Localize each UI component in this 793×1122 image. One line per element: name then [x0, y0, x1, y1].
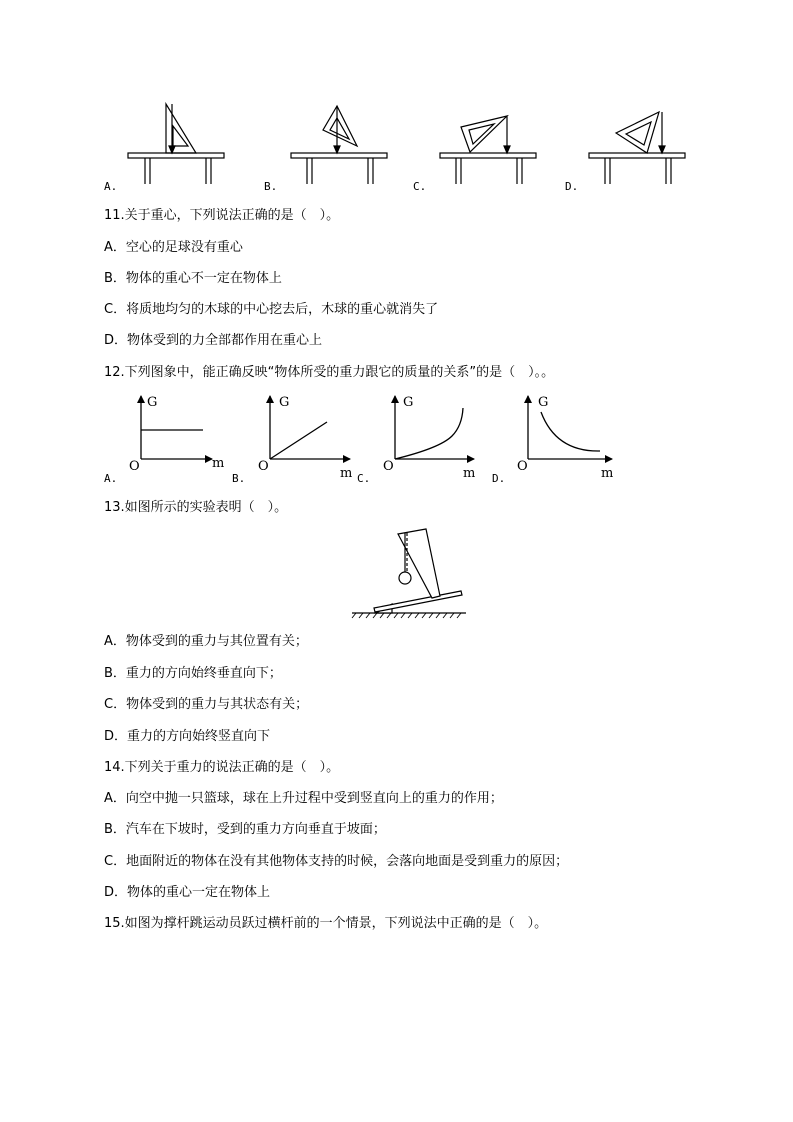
- q12-graph-c-origin: O: [383, 459, 394, 474]
- q14-option-c: C．地面附近的物体在没有其他物体支持的时候，会落向地面是受到重力的原因；: [104, 854, 569, 869]
- q12-graph-c-y-label: G: [403, 395, 414, 410]
- q14-option-d: D．物体的重心一定在物体上: [104, 885, 271, 900]
- q12-graph-b-y-label: G: [279, 395, 290, 410]
- q12-option-b-label: B.: [232, 472, 246, 485]
- q12-graph-a-y-label: G: [147, 395, 158, 410]
- q12-graph-c-x-label: m: [463, 466, 476, 481]
- q12-graph-d-y-label: G: [538, 395, 549, 410]
- q12-stem: 12.下列图象中，能正确反映“物体所受的重力跟它的质量的关系”的是（ ）。。: [104, 365, 555, 380]
- q15-stem: 15.如图为撑杆跳运动员跃过横杆前的一个情景，下列说法中正确的是（ ）。: [104, 916, 548, 931]
- q14-option-a: A．向空中抛一只篮球，球在上升过程中受到竖直向上的重力的作用；: [104, 791, 503, 806]
- q12-option-d-label: D.: [492, 472, 506, 485]
- q10-figure-a: [128, 104, 224, 184]
- q10-option-d-label: D.: [565, 180, 579, 193]
- q10-figures: [0, 0, 793, 200]
- q13-figure: [0, 524, 793, 624]
- q12-graphs: [0, 392, 793, 492]
- q10-option-b-label: B.: [264, 180, 278, 193]
- q11-option-b: B．物体的重心不一定在物体上: [104, 271, 282, 286]
- q14-option-b: B．汽车在下坡时，受到的重力方向垂直于坡面；: [104, 822, 386, 837]
- q12-graph-d-x-label: m: [601, 466, 614, 481]
- q12-option-a-label: A.: [104, 472, 118, 485]
- q12-graph-a-x-label: m: [212, 456, 225, 471]
- q12-option-c-label: C.: [357, 472, 371, 485]
- q12-graph-b-origin: O: [258, 459, 269, 474]
- q13-option-d: D．重力的方向始终竖直向下: [104, 729, 271, 744]
- q13-option-a: A．物体受到的重力与其位置有关；: [104, 634, 308, 649]
- q12-graph-a-origin: O: [129, 459, 140, 474]
- q12-graph-b-x-label: m: [340, 466, 353, 481]
- q13-option-b: B．重力的方向始终垂直向下；: [104, 666, 282, 681]
- q10-option-c-label: C.: [413, 180, 427, 193]
- q11-option-a: A．空心的足球没有重心: [104, 240, 243, 255]
- q13-option-c: C．物体受到的重力与其状态有关；: [104, 697, 309, 712]
- q12-graph-d-origin: O: [517, 459, 528, 474]
- q10-option-a-label: A.: [104, 180, 118, 193]
- q10-figure-c: [440, 116, 536, 184]
- q11-option-d: D．物体受到的力全部都作用在重心上: [104, 333, 323, 348]
- q13-stem: 13.如图所示的实验表明（ ）。: [104, 500, 288, 515]
- q11-option-c: C．将质地均匀的木球的中心挖去后，木球的重心就消失了: [104, 302, 439, 317]
- q14-stem: 14.下列关于重力的说法正确的是（ ）。: [104, 760, 340, 775]
- q10-figure-b: [291, 106, 387, 184]
- q10-figure-d: [589, 112, 685, 184]
- q11-stem: 11.关于重心，下列说法正确的是（ ）。: [104, 208, 340, 223]
